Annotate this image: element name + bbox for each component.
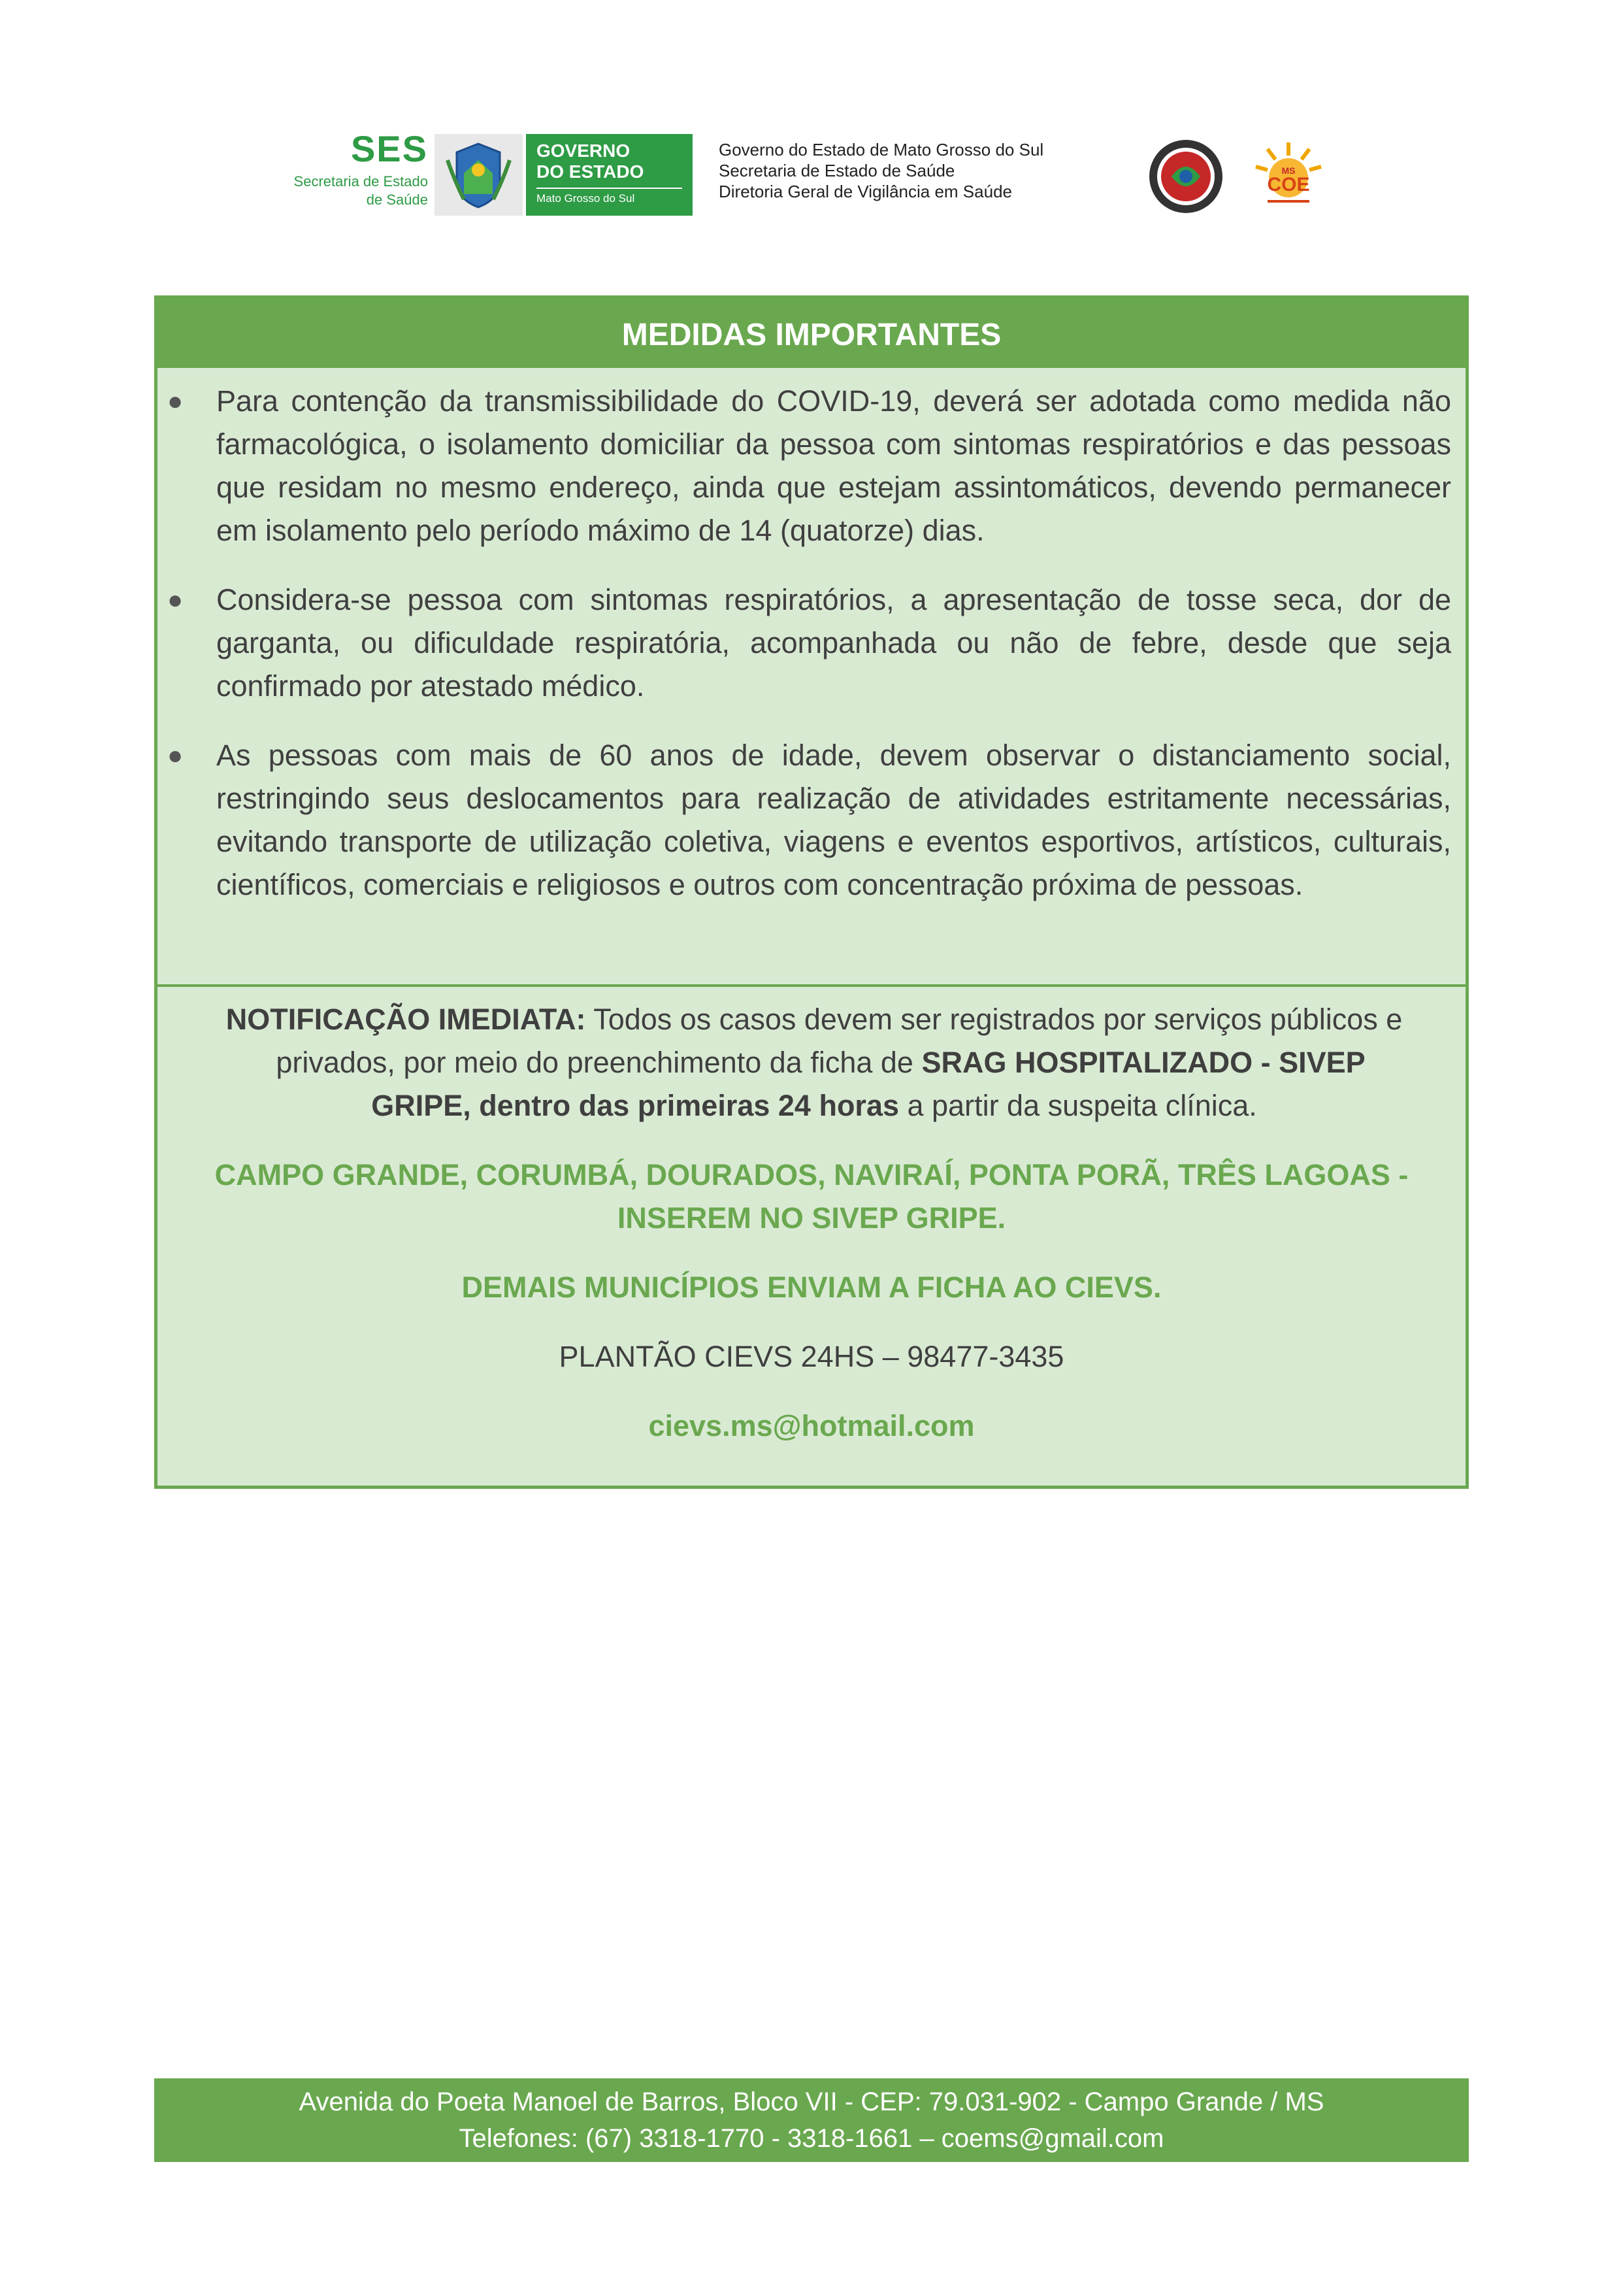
governo-logo [526, 134, 693, 216]
notification-bold3: GRIPE, dentro das primeiras 24 horas [371, 1089, 899, 1122]
measure-text: As pessoas com mais de 60 anos de idade, devem observar o distanciamento social, restringindo seus deslocamentos para realização de atividades estritamente necessárias, evitando transporte de utilização coletiva, viagens e eventos esportivos, artísticos, culturais, científicos, comerciais e religiosos e outros com concentração próxima de pessoas. [216, 739, 1451, 901]
governo-logo-line1: GOVERNO [536, 141, 631, 161]
ses-sub-line2: de Saúde [366, 191, 428, 208]
ses-logo [265, 128, 428, 222]
institution-line2: Secretaria de Estado de Saúde [719, 161, 955, 180]
important-measures-box [154, 295, 1469, 1489]
vigilancia-seal-icon [1147, 137, 1225, 216]
notification-line1 [184, 998, 1445, 1041]
notification-text2: privados, por meio do preenchimento da ficha de [276, 1046, 922, 1079]
footer-address: Avenida do Poeta Manoel de Barros, Bloco VII - CEP: 79.031-902 - Campo Grande / MS [299, 2088, 1324, 2116]
coe-ms-label: MS [1281, 165, 1296, 176]
notification-line3 [184, 1084, 1445, 1127]
box-title: MEDIDAS IMPORTANTES [157, 299, 1466, 368]
ses-logo-subtitle [265, 173, 428, 209]
contact-email: cievs.ms@hotmail.com [648, 1409, 975, 1442]
notification-bold2: SRAG HOSPITALIZADO - SIVEP [921, 1046, 1366, 1079]
notification-paragraph [184, 998, 1445, 1127]
bullet-icon: ● [167, 387, 184, 416]
bullet-icon: ● [167, 741, 184, 770]
ses-logo-title: SES [350, 128, 428, 169]
page-header [0, 0, 1623, 235]
governo-logo-line2: DO ESTADO [536, 161, 644, 182]
cities-line2: INSEREM NO SIVEP GRIPE. [617, 1201, 1006, 1235]
state-crest-icon [434, 134, 523, 216]
footer-phones: Telefones: (67) 3318-1770 - 3318-1661 – coems@gmail.com [459, 2124, 1164, 2153]
cities-line1: CAMPO GRANDE, CORUMBÁ, DOURADOS, NAVIRAÍ, PONTA PORÃ, TRÊS LAGOAS - [214, 1158, 1409, 1191]
measure-text: Considera-se pessoa com sintomas respiratórios, a apresentação de tosse seca, dor de garganta, ou dificuldade respiratória, acompanhada ou não de febre, desde que seja confirmado por atestado médico. [216, 583, 1451, 703]
institution-line1: Governo do Estado de Mato Grosso do Sul [719, 140, 1044, 159]
bullet-icon: ● [167, 586, 184, 614]
ses-sub-line1: Secretaria de Estado [293, 173, 428, 190]
notification-line2 [184, 1041, 1445, 1084]
plantao-phone: PLANTÃO CIEVS 24HS – 98477-3435 [559, 1340, 1064, 1373]
other-municipalities: DEMAIS MUNICÍPIOS ENVIAM A FICHA AO CIEVS. [461, 1271, 1162, 1304]
measures-list [157, 368, 1466, 1022]
measure-text: Para contenção da transmissibilidade do COVID-19, deverá ser adotada como medida não farmacológica, o isolamento domiciliar da pessoa com sintomas respiratórios e das pessoas que residam no mesmo endereço, ainda que estejam assintomáticos, devendo permanecer em isolamento pelo período máximo de 14 (quatorze) dias. [216, 384, 1451, 547]
section-divider [157, 984, 1466, 987]
coe-label: COE [1267, 174, 1310, 195]
institution-line3: Diretoria Geral de Vigilância em Saúde [719, 182, 1012, 201]
governo-logo-line3: Mato Grosso do Sul [536, 188, 682, 206]
notification-label: NOTIFICAÇÃO IMEDIATA: [225, 1003, 586, 1036]
notification-text1: Todos os casos devem ser registrados por serviços públicos e [585, 1003, 1403, 1036]
notification-text3: a partir da suspeita clínica. [899, 1089, 1257, 1122]
header-institution-text [719, 139, 1043, 202]
coe-logo-icon [1248, 137, 1330, 216]
page-footer [154, 2078, 1469, 2162]
